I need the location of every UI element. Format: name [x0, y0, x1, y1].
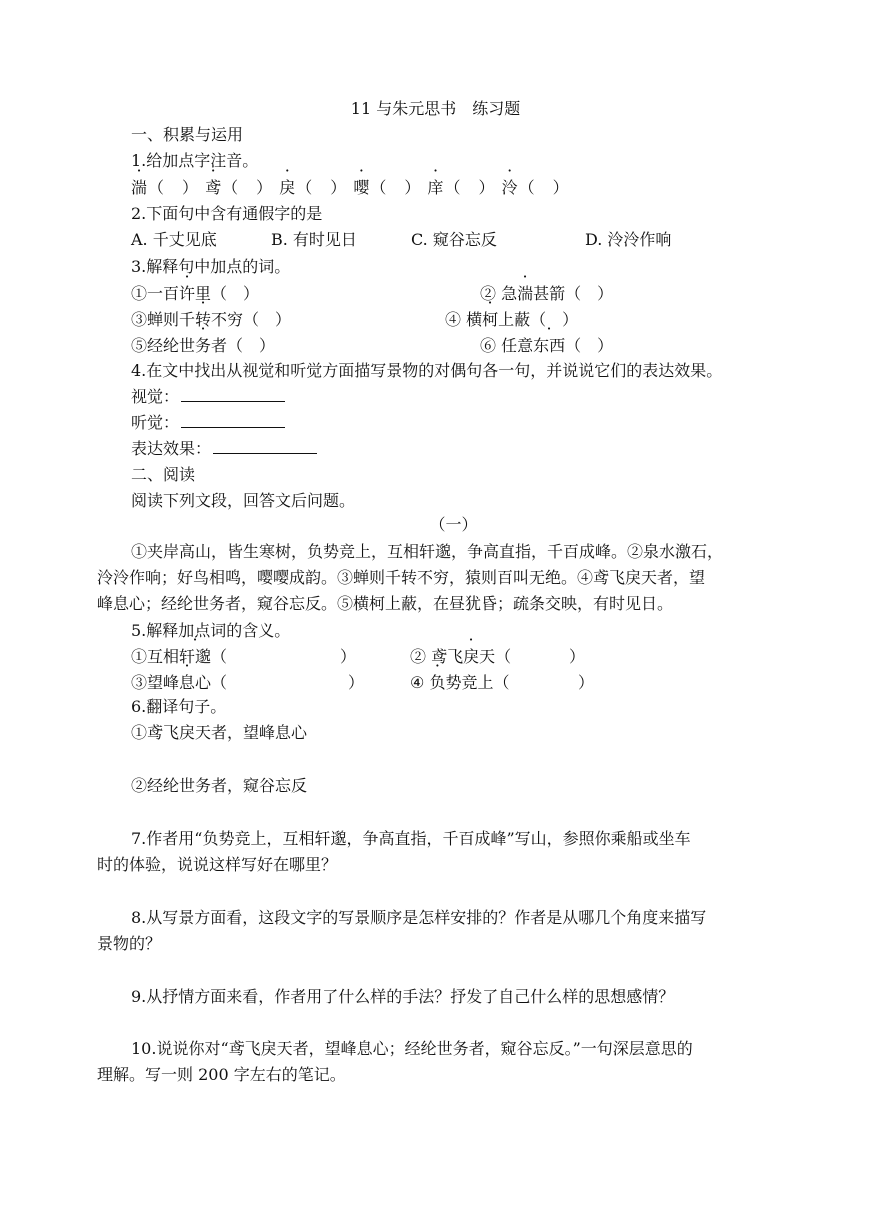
- option-d: D. 泠泠作响: [585, 230, 672, 249]
- q1-item: 嘤（ ）: [353, 178, 422, 197]
- question-6-stem: 6.翻译句子。: [131, 697, 227, 716]
- question-3-stem: 3.解释句中加点的词。: [131, 257, 291, 276]
- question-7-line-2: 时的体验，说说这样写好在哪里？: [97, 855, 338, 874]
- q3-item-1: ①一百许里（ ）: [131, 284, 260, 303]
- passage-line: 泠泠作响；好鸟相鸣，嘤嘤成韵。③蝉则千转不穷，猿则百叫无绝。④鸢飞戾天者，望: [97, 568, 706, 587]
- answer-blank[interactable]: [181, 387, 285, 402]
- translate-sentence-1: ①鸢飞戾天者，望峰息心: [131, 723, 308, 742]
- q3-item-2: ② 急湍甚箭（ ）: [480, 284, 614, 303]
- dotted-char: 负: [429, 673, 446, 692]
- question-8-line-2: 景物的？: [97, 934, 162, 953]
- option-a: A. 千丈见底: [131, 230, 217, 249]
- question-1-stem: 1.给加点字注音。: [131, 151, 259, 170]
- question-2-stem: 2.下面句中含有通假字的是: [131, 204, 323, 223]
- dotted-char: 转: [195, 310, 212, 329]
- dotted-char: 东西: [533, 336, 566, 355]
- q5-item-2-close: ）: [569, 647, 586, 666]
- auditory-answer: 听觉：: [131, 412, 285, 434]
- reading-intro: 阅读下列文段，回答文后问题。: [131, 491, 356, 510]
- effect-answer: 表达效果：: [131, 438, 317, 460]
- dotted-char: 湍: [517, 284, 534, 303]
- section-heading-2: 二、阅读: [131, 465, 196, 484]
- dotted-char: 泠: [501, 178, 519, 197]
- dotted-char: 轩邈: [179, 647, 212, 666]
- dotted-char: 戾: [279, 178, 297, 197]
- dotted-char: 许: [179, 284, 196, 303]
- dotted-char: 湍: [131, 178, 149, 197]
- q5-item-1: ①互相轩邈（: [131, 647, 228, 666]
- q1-item: 戾（ ）: [279, 178, 348, 197]
- q3-item-6: ⑥ 任意东西（ ）: [480, 336, 614, 355]
- q3-item-5: ⑤经纶世务者（ ）: [131, 336, 276, 355]
- passage-title: （一）: [429, 515, 478, 534]
- passage-line: ①夹岸高山，皆生寒树，负势竞上，互相轩邈，争高直指，千百成峰。②泉水激石，: [131, 542, 724, 561]
- question-4-stem: 4.在文中找出从视觉和听觉方面描写景物的对偶句各一句，并说说它们的表达效果。: [131, 361, 723, 380]
- answer-blank[interactable]: [213, 439, 317, 454]
- section-heading-1: 一、积累与运用: [131, 125, 244, 144]
- q5-item-2: ② 鸢飞戾天（: [410, 647, 512, 666]
- q5-item-3: ③望峰息心（: [131, 673, 228, 692]
- dotted-char: 庠: [427, 178, 445, 197]
- answer-blank[interactable]: [181, 413, 285, 428]
- q5-item-3-close: ）: [348, 673, 365, 692]
- page-title: 11 与朱元思书 练习题: [350, 99, 521, 118]
- question-5-stem: 5.解释加点词的含义。: [131, 621, 291, 640]
- dotted-char: 柯: [482, 310, 499, 329]
- dotted-char: 鸢: [205, 178, 223, 197]
- option-b: B. 有时见日: [271, 230, 357, 249]
- q3-item-4: ④ 横柯上蔽（ ）: [445, 310, 579, 329]
- q1-item: 湍（ ）: [131, 178, 200, 197]
- dotted-char: 戾: [463, 647, 480, 666]
- question-7-line-1: 7.作者用“负势竞上，互相轩邈，争高直指，千百成峰”写山，参照你乘船或坐车: [131, 829, 691, 848]
- q5-item-1-close: ）: [340, 647, 357, 666]
- translate-sentence-2: ②经纶世务者，窥谷忘反: [131, 776, 308, 795]
- question-10-line-2: 理解。写一则 200 字左右的笔记。: [97, 1065, 346, 1084]
- q3-item-3: ③蝉则千转不穷（ ）: [131, 310, 292, 329]
- q1-item: 鸢（ ）: [205, 178, 274, 197]
- q5-item-4: ④ 负势竞上（: [410, 673, 510, 692]
- question-8-line-1: 8.从写景方面看，这段文字的写景顺序是怎样安排的？作者是从哪几个角度来描写: [131, 908, 707, 927]
- visual-answer: 视觉：: [131, 386, 285, 408]
- question-1-items: [131, 177, 570, 199]
- q5-item-4-close: ）: [578, 673, 595, 692]
- q1-item: 泠（ ）: [501, 178, 570, 197]
- dotted-char: 务: [195, 336, 212, 355]
- question-9: 9.从抒情方面来看，作者用了什么样的手法？抒发了自己什么样的思想感情？: [131, 987, 675, 1006]
- option-c: C. 窥谷忘反: [411, 230, 497, 249]
- dotted-char: 息: [179, 673, 196, 692]
- q1-item: 庠（ ）: [427, 178, 496, 197]
- question-10-line-1: 10.说说你对“鸢飞戾天者，望峰息心；经纶世务者，窥谷忘反。”一句深层意思的: [131, 1039, 693, 1058]
- dotted-char: 嘤: [353, 178, 371, 197]
- passage-line: 峰息心；经纶世务者，窥谷忘反。⑤横柯上蔽，在昼犹昏；疏条交映，有时见日。: [97, 594, 674, 613]
